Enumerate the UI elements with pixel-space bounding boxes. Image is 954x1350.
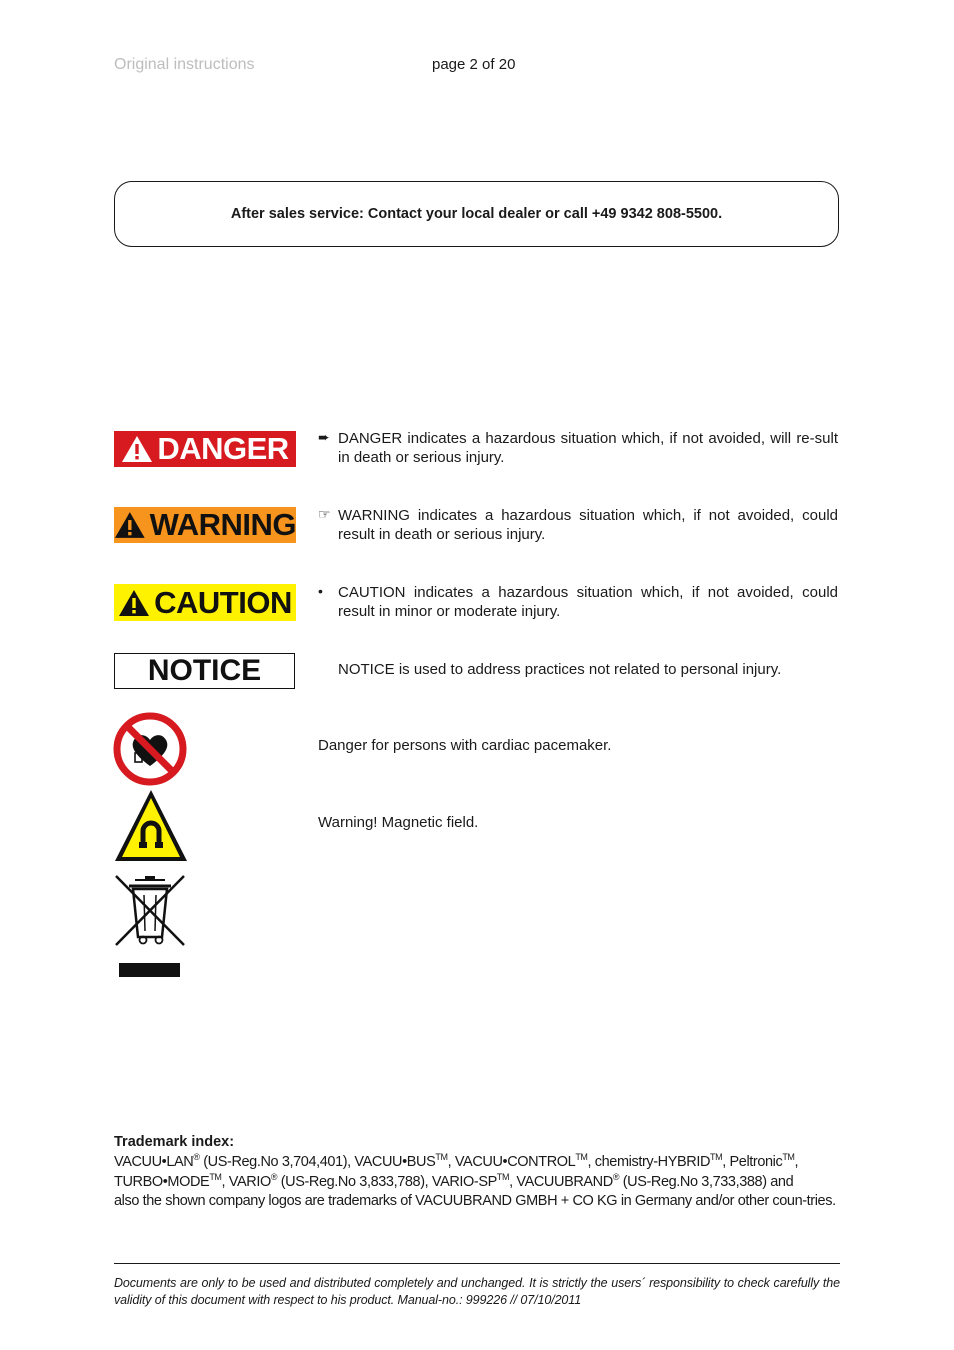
registered-mark: ®: [193, 1152, 200, 1163]
warning-signal-label: [114, 507, 296, 543]
tm-mark: TM: [710, 1152, 723, 1163]
caution-word: CAUTION: [154, 584, 292, 620]
footer-divider: [114, 1263, 840, 1264]
danger-triangle-icon: [121, 435, 153, 463]
registered-mark: ®: [270, 1171, 278, 1182]
danger-row: [318, 429, 840, 467]
trademark-vario: , VARIO: [221, 1173, 271, 1190]
footer-disclaimer: Documents are only to be used and distributed completely and unchanged. It is strictly the users´ responsibility to check carefully the validity of this document with respect to his product. Manual-no.: 999226 // 07/10/2011: [114, 1276, 840, 1307]
warning-description: WARNING indicates a hazardous situation which, if not avoided, could result in death or serious injury.: [338, 507, 838, 543]
danger-word: DANGER: [157, 431, 289, 466]
notice-description: NOTICE is used to address practices not related to personal injury.: [338, 661, 782, 678]
warning-row: [318, 506, 840, 544]
weee-crossed-bin-icon: [113, 873, 187, 977]
trademark-vacuu-control: , VACUU•CONTROL: [447, 1154, 576, 1170]
registered-mark: ®: [612, 1171, 620, 1182]
tm-mark: TM: [209, 1171, 222, 1182]
magnetic-field-warning-text: Warning! Magnetic field.: [318, 814, 479, 831]
caution-signal-label: [114, 584, 296, 621]
trademark-vacuu-lan: VACUU•LAN: [114, 1154, 194, 1170]
trademark-turbo-mode: TURBO•MODE: [114, 1173, 210, 1190]
trademark-index-body: [114, 1153, 840, 1212]
warning-word: WARNING: [149, 507, 296, 542]
tm-mark: TM: [575, 1152, 588, 1163]
tm-mark: TM: [435, 1152, 448, 1163]
dot-bullet-icon: •: [318, 583, 323, 599]
tm-mark: TM: [782, 1152, 795, 1163]
document-type-label: Original instructions: [114, 56, 255, 73]
notice-signal-label: [114, 653, 295, 689]
after-sales-service-box: [114, 181, 839, 247]
danger-description: DANGER indicates a hazardous situation which, if not avoided, will re-sult in death or serious injury.: [338, 430, 838, 466]
danger-signal-label: [114, 431, 296, 467]
pacemaker-prohibition-icon: [113, 712, 187, 786]
page-number: page 2 of 20: [432, 56, 516, 73]
warning-triangle-icon: [114, 511, 146, 539]
caution-triangle-icon: [118, 589, 150, 617]
tm-mark: TM: [496, 1171, 510, 1182]
notice-bullet: [318, 660, 338, 679]
trademark-peltronic: , Peltronic: [722, 1154, 783, 1170]
caution-description: CAUTION indicates a hazardous situation which, if not avoided, could result in minor or moderate injury.: [338, 584, 838, 620]
trademark-vario-sp: (US-Reg.No 3,833,788), VARIO-SP: [277, 1173, 497, 1190]
pointing-hand-bullet-icon: ☞: [318, 506, 331, 522]
trademark-separator: ,: [794, 1154, 799, 1170]
magnetic-field-warning-icon: [113, 788, 189, 863]
notice-row: [318, 660, 840, 679]
arrow-bullet-icon: ➨: [318, 429, 330, 445]
trademark-ownership-text: also the shown company logos are trademarks of VACUUBRAND GMBH + CO KG in Germany and/or other coun-tries.: [114, 1193, 836, 1209]
notice-word: NOTICE: [147, 654, 262, 687]
after-sales-service-text: After sales service: Contact your local dealer or call +49 9342 808-5500.: [230, 206, 723, 222]
trademark-vacuubrand-reg: (US-Reg.No 3,733,388) and: [619, 1173, 794, 1190]
caution-row: [318, 583, 840, 621]
pacemaker-warning-text: Danger for persons with cardiac pacemaker.: [318, 737, 612, 754]
trademark-index-title: Trademark index:: [114, 1134, 235, 1150]
trademark-chemistry-hybrid: , chemistry-HYBRID: [587, 1154, 711, 1170]
trademark-vacuu-bus: (US-Reg.No 3,704,401), VACUU•BUS: [199, 1154, 436, 1170]
trademark-vacuubrand: , VACUUBRAND: [509, 1173, 613, 1190]
